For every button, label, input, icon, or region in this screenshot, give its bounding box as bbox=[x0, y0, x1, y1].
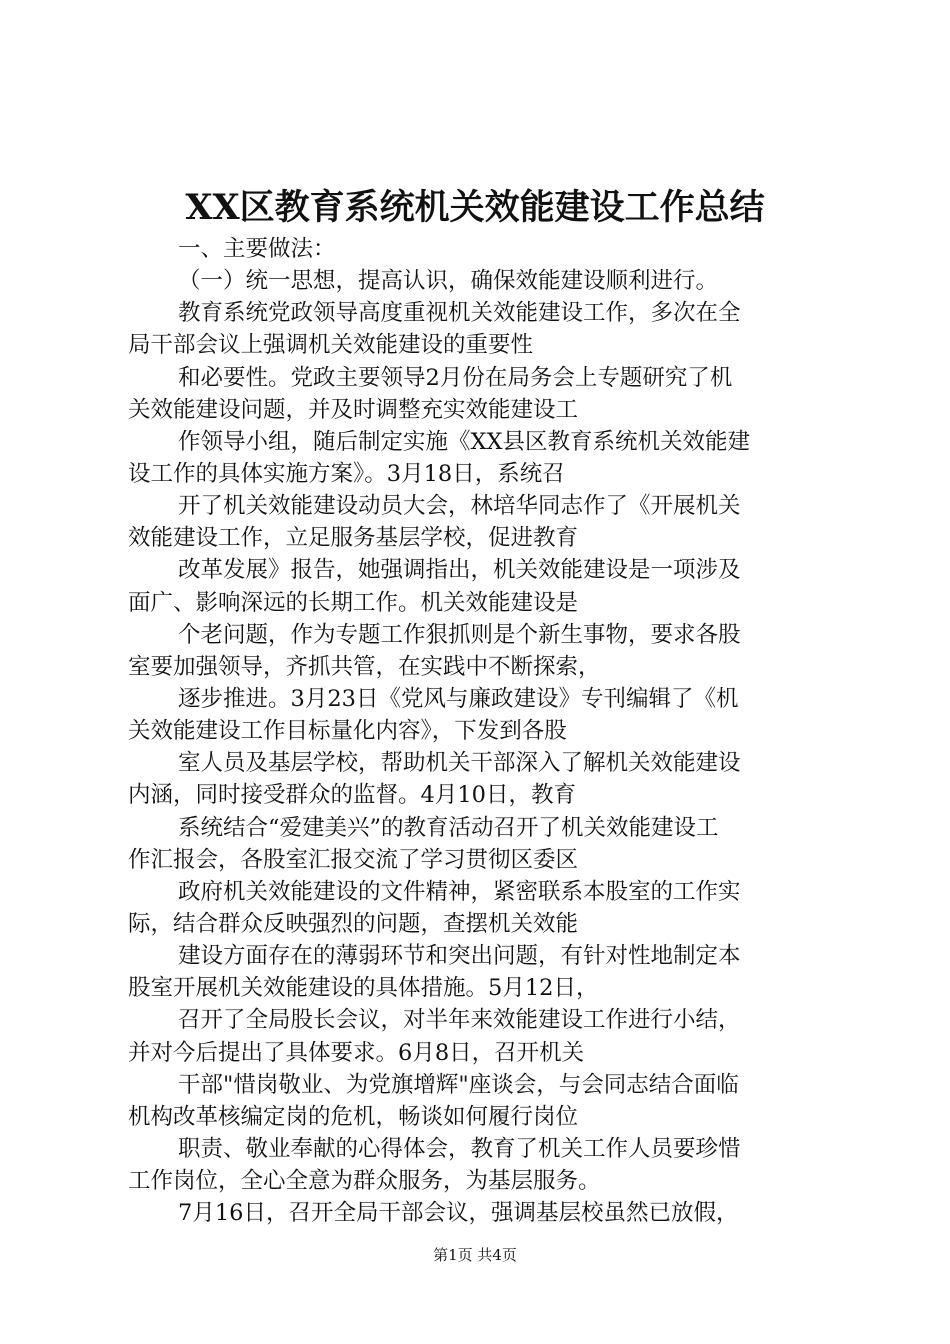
body-line: 室要加强领导，齐抓共管，在实践中不断探索， bbox=[128, 653, 601, 680]
body-line: 建设方面存在的薄弱环节和突出问题，有针对性地制定本 bbox=[178, 943, 741, 970]
body-line: 效能建设工作，立足服务基层学校，促进教育 bbox=[128, 525, 579, 552]
body-line: 个老问题，作为专题工作狠抓则是个新生事物，要求各股 bbox=[178, 621, 741, 648]
body-line: 系统结合“爱建美兴”的教育活动召开了机关效能建设工 bbox=[178, 814, 719, 841]
body-line: 股室开展机关效能建设的具体措施。5月12日， bbox=[128, 975, 599, 1002]
body-line: 关效能建设问题，并及时调整充实效能建设工 bbox=[128, 396, 579, 423]
body-line: 并对今后提出了具体要求。6月8日，召开机关 bbox=[128, 1039, 585, 1066]
body-line: 逐步推进。3月23日《党风与廉政建设》专刊编辑了《机 bbox=[178, 685, 739, 712]
body-line: 作汇报会，各股室汇报交流了学习贯彻区委区 bbox=[128, 846, 579, 873]
body-line: 召开了全局股长会议，对半年来效能建设工作进行小结， bbox=[178, 1007, 741, 1034]
body-line: 设工作的具体实施方案》。3月18日，系统召 bbox=[128, 460, 565, 487]
body-line: 教育系统党政领导高度重视机关效能建设工作，多次在全 bbox=[178, 300, 741, 327]
body-line: 干部"惜岗敬业、为党旗增辉"座谈会，与会同志结合面临 bbox=[178, 1071, 739, 1098]
body-line: 内涵，同时接受群众的监督。4月10日，教育 bbox=[128, 782, 576, 809]
body-line: 一、主要做法： bbox=[178, 236, 336, 262]
body-line: 改革发展》报告，她强调指出，机关效能建设是一项涉及 bbox=[178, 557, 741, 584]
body-line: 局干部会议上强调机关效能建设的重要性 bbox=[128, 332, 534, 359]
body-line: 和必要性。党政主要领导2月份在局务会上专题研究了机 bbox=[178, 364, 733, 391]
body-line: 关效能建设工作目标量化内容》，下发到各股 bbox=[128, 718, 567, 745]
body-line: 面广、影响深远的长期工作。机关效能建设是 bbox=[128, 589, 579, 616]
body-line: 7月16日，召开全局干部会议，强调基层校虽然已放假， bbox=[178, 1200, 739, 1227]
body-line: 际，结合群众反映强烈的问题，查摆机关效能 bbox=[128, 910, 579, 937]
body-line: 开了机关效能建设动员大会，林培华同志作了《开展机关 bbox=[178, 493, 741, 520]
document-body bbox=[128, 233, 828, 1229]
body-line: 作领导小组，随后制定实施《XX县区教育系统机关效能建 bbox=[178, 428, 751, 455]
body-line: 职责、敬业奉献的心得体会，教育了机关工作人员要珍惜 bbox=[178, 1135, 741, 1162]
body-line: 政府机关效能建设的文件精神，紧密联系本股室的工作实 bbox=[178, 878, 741, 905]
body-line: 室人员及基层学校，帮助机关干部深入了解机关效能建设 bbox=[178, 750, 741, 777]
document-title: XX区教育系统机关效能建设工作总结 bbox=[185, 187, 765, 228]
body-line: （一）统一思想，提高认识，确保效能建设顺利进行。 bbox=[178, 268, 719, 295]
body-line: 工作岗位，全心全意为群众服务，为基层服务。 bbox=[128, 1168, 601, 1195]
body-line: 机构改革核编定岗的危机，畅谈如何履行岗位 bbox=[128, 1103, 579, 1130]
page-footer: 第1页 共4页 bbox=[433, 1246, 517, 1264]
